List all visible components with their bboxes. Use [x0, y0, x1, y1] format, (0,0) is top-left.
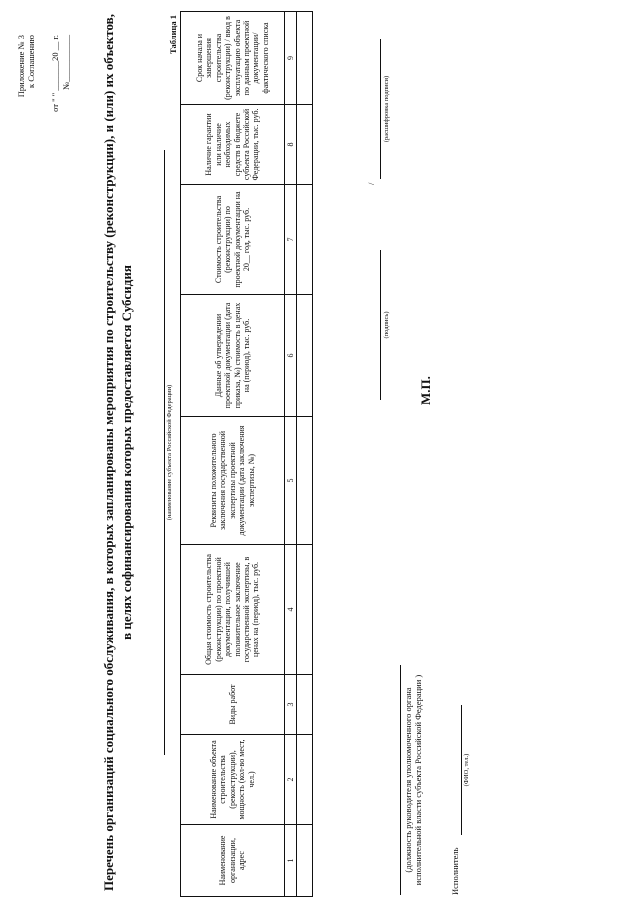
appendix-header: [16, 35, 71, 205]
position-caption: (должность руководителя уполномоченного органа исполнительной власти субъекта Российской Федерации ): [403, 674, 424, 886]
executor-caption: (ФИО, тел.): [463, 753, 470, 787]
col-header-8: Наличие гарантии или наличие необходимых средств в бюджете субъекта Российской Федерации, тыс. руб.: [181, 105, 285, 185]
col-number-8: 8: [285, 105, 297, 185]
col-header-6: Данные об утверждении проектной документации (дата приказа, №) стоимость в ценах на (период), тыс. руб.: [181, 295, 285, 417]
agreement-ref: к Соглашению: [26, 35, 37, 89]
subject-line: [164, 150, 165, 755]
name-line: [380, 39, 381, 179]
title-line-2: в целях софинансирования которых предоставляется Субсидия: [118, 265, 134, 640]
stamp-mark: М.П.: [418, 376, 433, 405]
name-caption: (расшифровка подписи): [383, 75, 390, 143]
table-header-row: [181, 12, 285, 897]
col-number-9: 9: [285, 12, 297, 105]
col-number-4: 4: [285, 545, 297, 675]
col-header-5: Реквизиты положительного заключения государственной экспертизы проектной документации (дата заключения экспертизы, №): [181, 417, 285, 545]
page-title: [100, 10, 135, 895]
executor-line: [461, 705, 462, 835]
col-number-5: 5: [285, 417, 297, 545]
slash-separator: /: [366, 182, 376, 185]
col-number-7: 7: [285, 185, 297, 295]
date-line: от " " _______20 __ г.: [50, 35, 61, 112]
table-number-row: [285, 12, 297, 897]
table-label: Таблица 1: [168, 15, 178, 54]
col-header-7: Стоимость строительства (реконструкции) по проектной документации на 20__ год, тыс. руб.: [181, 185, 285, 295]
objects-table: [180, 11, 313, 897]
signature-caption: (подпись): [383, 311, 390, 339]
number-line: №___________: [60, 35, 71, 90]
col-header-9: Срок начала и завершения строительства (реконструкции) / ввод в эксплуатацию объекта по данным проектной документации/фактического списка: [181, 12, 285, 105]
title-line-1: Перечень организаций социального обслуживания, в которых запланированы мероприятия по строительству (реконструкции), и (или) их объектов,: [101, 14, 116, 891]
col-number-1: 1: [285, 825, 297, 897]
signature-line: [380, 250, 381, 400]
executor-label: Исполнитель: [450, 847, 460, 895]
col-number-3: 3: [285, 675, 297, 735]
col-header-1: Наименование организации, адрес: [181, 825, 285, 897]
table-row: [297, 12, 313, 897]
col-number-6: 6: [285, 295, 297, 417]
col-number-2: 2: [285, 735, 297, 825]
position-line: [400, 665, 401, 895]
col-header-4: Общая стоимость строительства (реконструкции) по проектной документации, получившей положительное заключение государственной экспертизы, в ценах на (период), тыс. руб.: [181, 545, 285, 675]
subject-caption: (наименование субъекта Российской Федерации): [166, 384, 173, 521]
col-header-3: Виды работ: [181, 675, 285, 735]
appendix-number: Приложение № 3: [16, 35, 26, 98]
col-header-2: Наименование объекта строительства (реконструкции), мощность (кол-во мест, чел.): [181, 735, 285, 825]
